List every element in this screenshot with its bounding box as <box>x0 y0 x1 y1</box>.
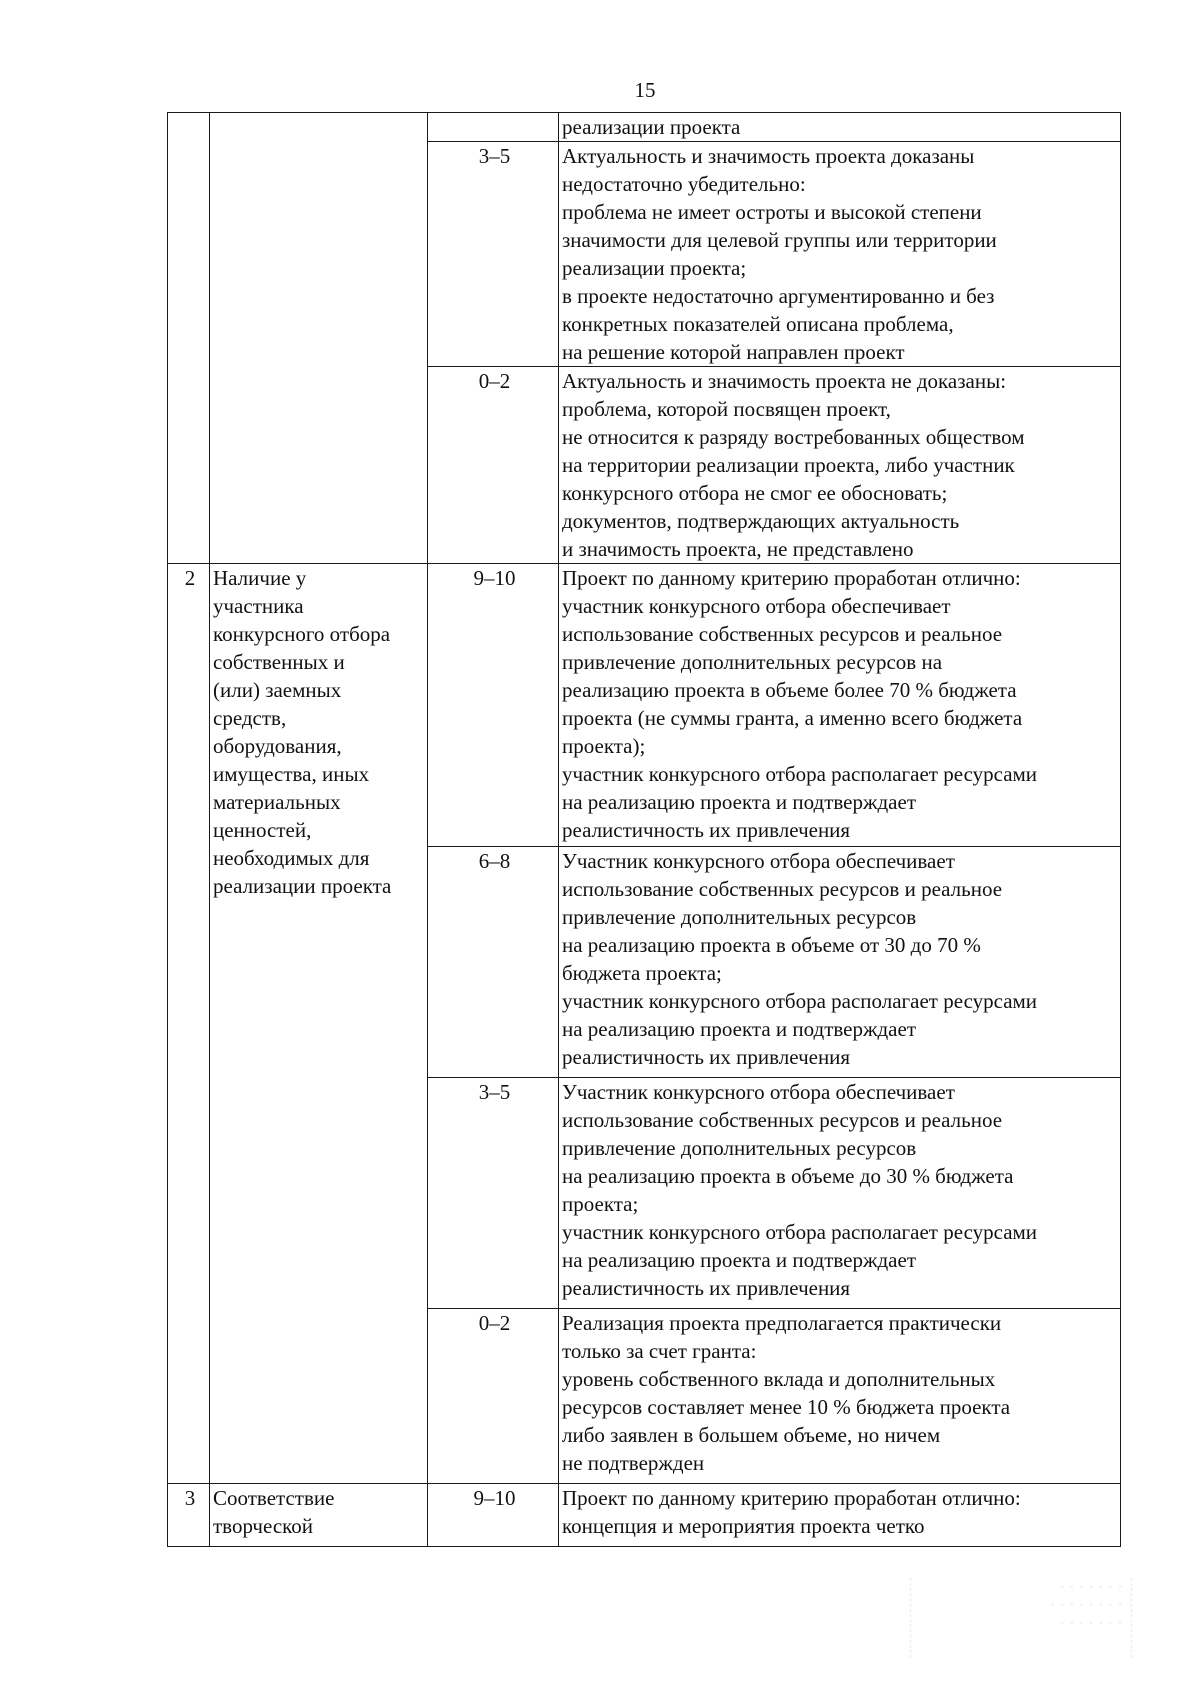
score-range: 3–5 <box>428 142 559 367</box>
score-range: 3–5 <box>428 1078 559 1309</box>
score-range: 9–10 <box>428 564 559 847</box>
score-range: 6–8 <box>428 847 559 1078</box>
criterion-number: 3 <box>168 1484 210 1547</box>
criterion-number <box>168 113 210 564</box>
criterion-name <box>210 113 428 564</box>
page-number: 15 <box>634 78 656 102</box>
score-description: Актуальность и значимость проекта доказаны недостаточно убедительно: проблема не имеет остроты и высокой степени значимости для целевой группы или территории реализации проекта; в проекте недостаточно аргументированно и без конкретных показателей описана проблема, на решение которой направлен проект <box>559 142 1121 367</box>
score-description: реализации проекта <box>559 113 1121 142</box>
faded-stamp: · · · · · · · · · · · · · · · · · · · · · · <box>910 1578 1132 1658</box>
criterion-name: Наличие у участника конкурсного отбора собственных и (или) заемных средств, оборудования, имущества, иных материальных ценностей, необходимых для реализации проекта <box>210 564 428 1484</box>
score-description: Участник конкурсного отбора обеспечивает использование собственных ресурсов и реальное привлечение дополнительных ресурсов на реализацию проекта в объеме от 30 до 70 % бюджета проекта; участник конкурсного отбора располагает ресурсами на реализацию проекта и подтверждает реалистичность их привлечения <box>559 847 1121 1078</box>
table-row <box>168 1484 1121 1547</box>
score-description: Актуальность и значимость проекта не доказаны: проблема, которой посвящен проект, не относится к разряду востребованных обществом на территории реализации проекта, либо участник конкурсного отбора не смог ее обосновать; документов, подтверждающих актуальность и значимость проекта, не представлено <box>559 367 1121 564</box>
score-description: Проект по данному критерию проработан отлично: концепция и мероприятия проекта четко <box>559 1484 1121 1547</box>
table-row <box>168 564 1121 847</box>
criterion-name: Соответствие творческой <box>210 1484 428 1547</box>
score-range <box>428 113 559 142</box>
score-description: Участник конкурсного отбора обеспечивает использование собственных ресурсов и реальное привлечение дополнительных ресурсов на реализацию проекта в объеме до 30 % бюджета проекта; участник конкурсного отбора располагает ресурсами на реализацию проекта и подтверждает реалистичность их привлечения <box>559 1078 1121 1309</box>
criteria-table <box>167 112 1121 1547</box>
score-range: 0–2 <box>428 1309 559 1484</box>
criterion-number: 2 <box>168 564 210 1484</box>
table-row <box>168 113 1121 142</box>
score-range: 0–2 <box>428 367 559 564</box>
score-description: Проект по данному критерию проработан отлично: участник конкурсного отбора обеспечивает использование собственных ресурсов и реальное привлечение дополнительных ресурсов на реализацию проекта в объеме более 70 % бюджета проекта (не суммы гранта, а именно всего бюджета проекта); участник конкурсного отбора располагает ресурсами на реализацию проекта и подтверждает реалистичность их привлечения <box>559 564 1121 847</box>
score-range: 9–10 <box>428 1484 559 1547</box>
score-description: Реализация проекта предполагается практически только за счет гранта: уровень собственного вклада и дополнительных ресурсов составляет менее 10 % бюджета проекта либо заявлен в большем объеме, но ничем не подтвержден <box>559 1309 1121 1484</box>
